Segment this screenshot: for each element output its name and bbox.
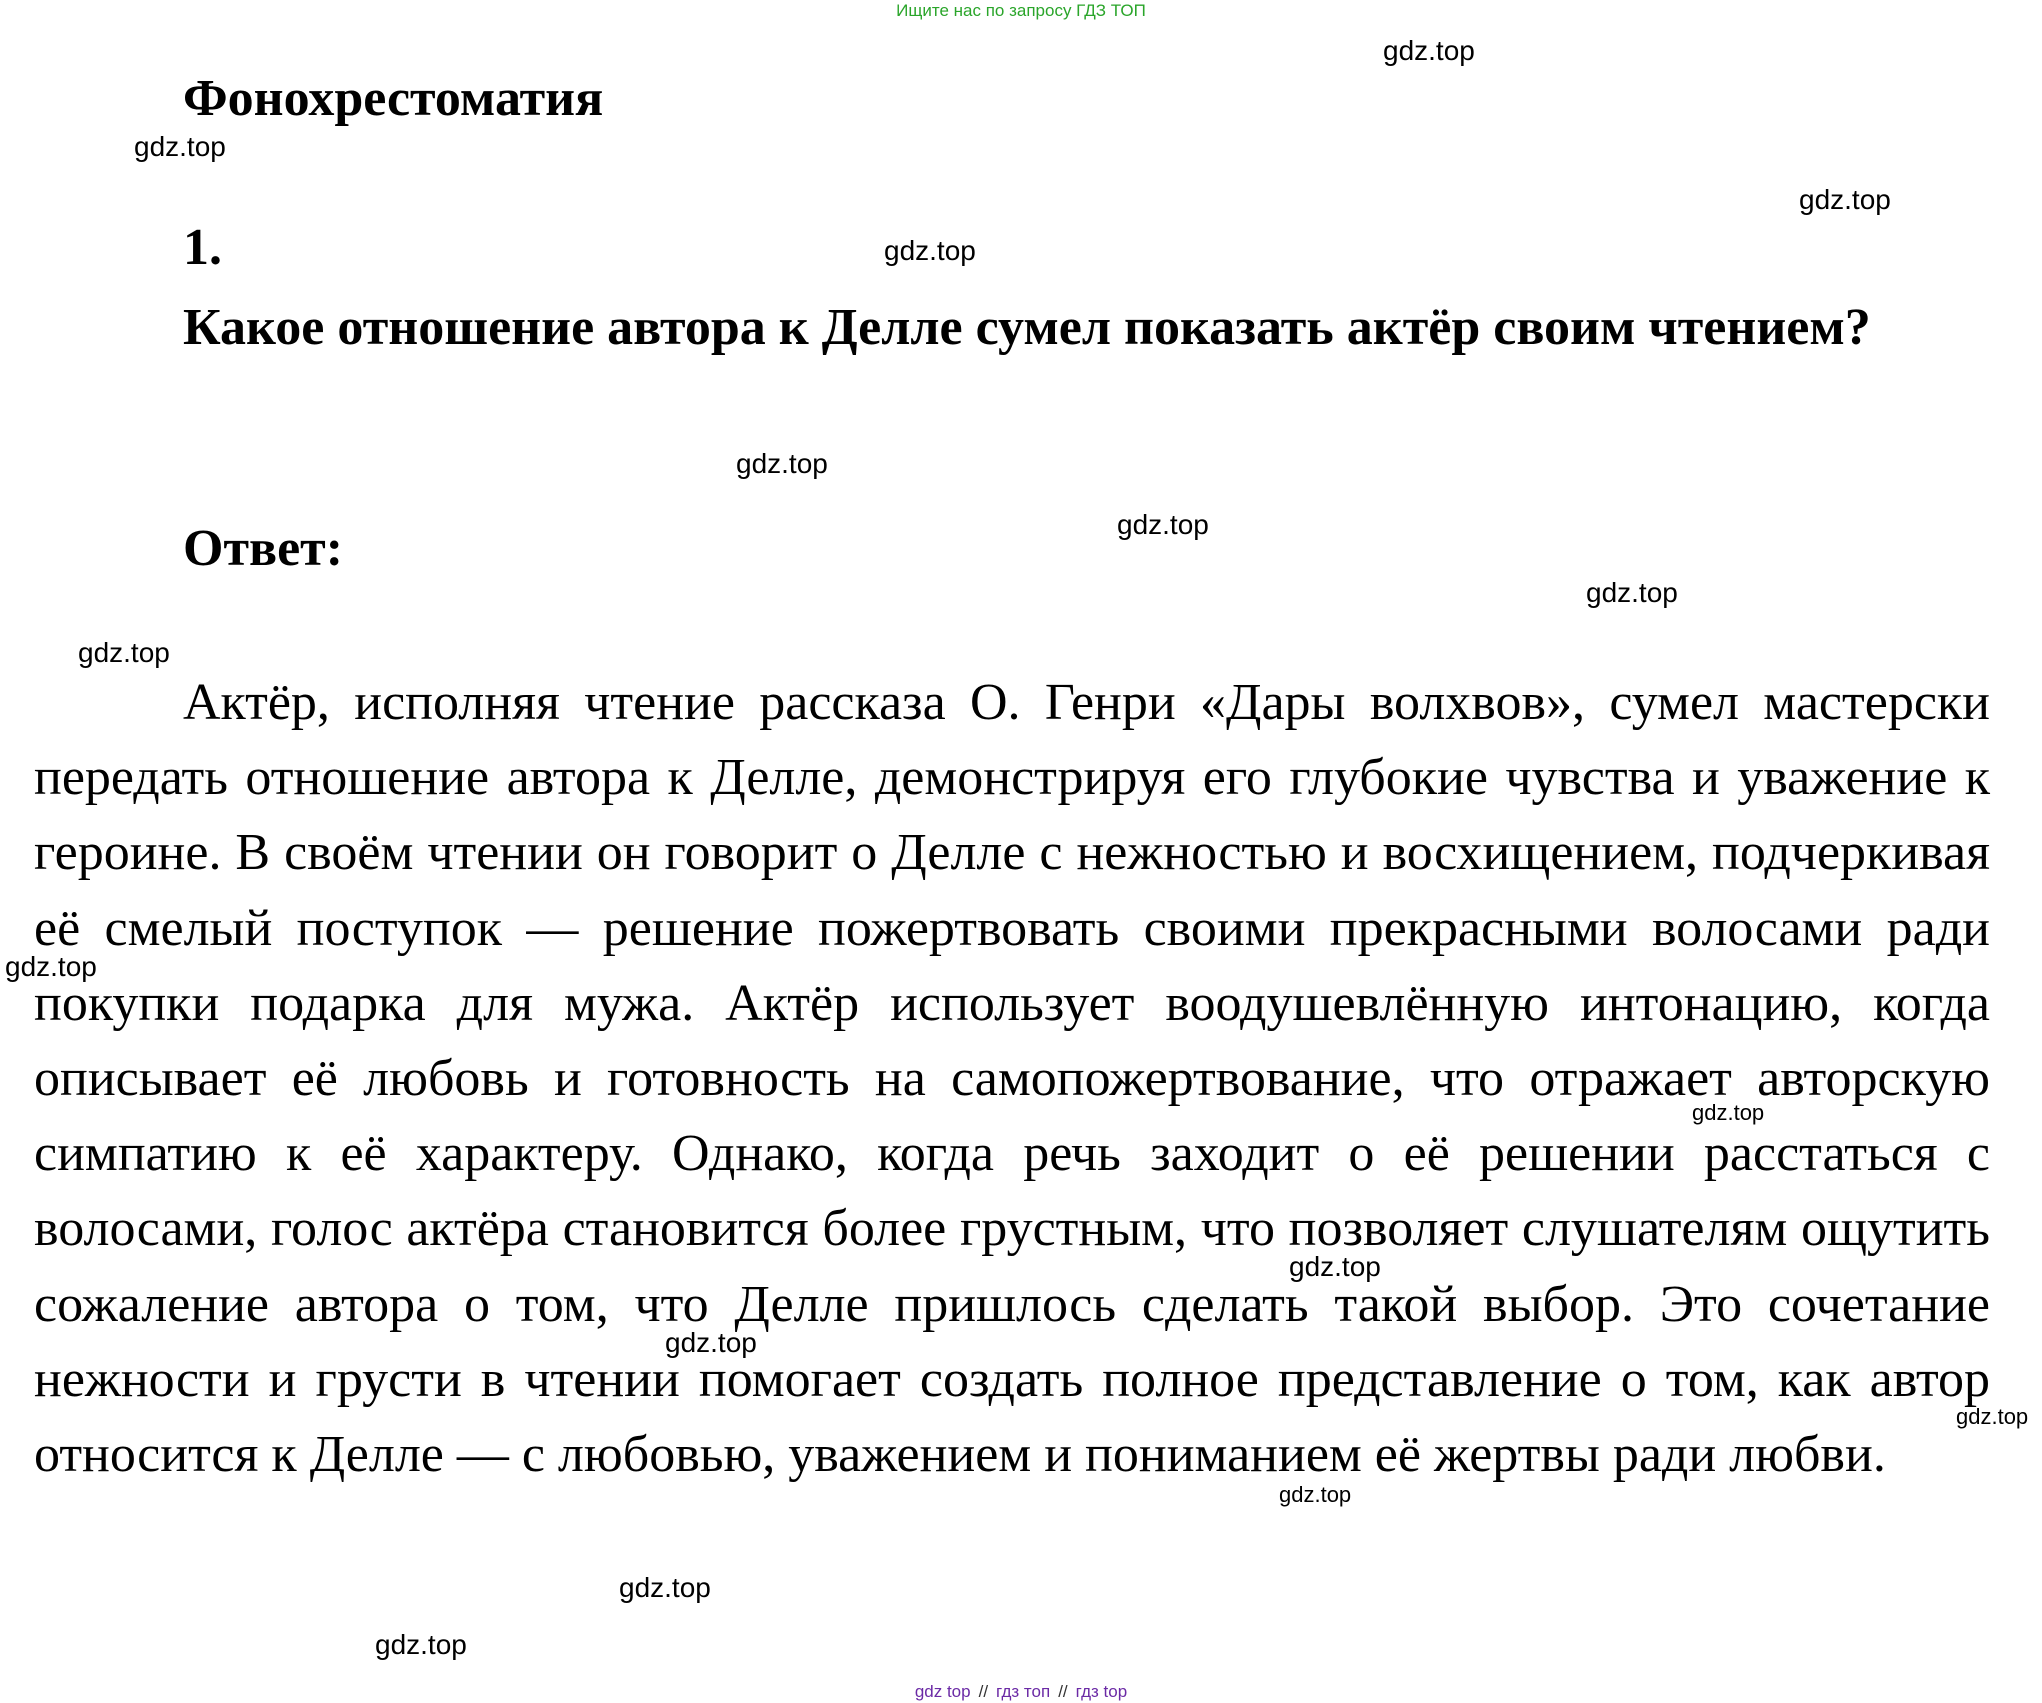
watermark: gdz.top [78,637,170,668]
watermark: gdz.top [1692,1100,1765,1125]
top-search-banner [0,0,2042,22]
footer-link-gdz-top-ru[interactable]: гдз топ [996,1682,1051,1701]
banner-text: Ищите нас по запросу ГДЗ ТОП [896,1,1146,20]
watermark: gdz.top [1117,509,1209,540]
answer-label: Ответ: [183,520,344,577]
answer-paragraph: Актёр, исполняя чтение рассказа О. Генри «Дары волхвов», сумел мастерски передать отношение автора к Делле, демонстрируя его глубокие чувства и уважение к героине. В своём чтении он говорит о Делле с нежностью и восхищением, подчеркивая её смелый поступок — решение пожертвовать своими прекрасными волосами ради покупки подарка для мужа. Актёр использует воодушевлённую интонацию, когда описывает её любовь и готовность на самопожертвование, что отражает авторскую симпатию к её характеру. Однако, когда речь заходит о её решении расстаться с волосами, голос актёра становится более грустным, что позволяет слушателям ощутить сожаление автора о том, что Делле пришлось сделать такой выбор. Это сочетание нежности и грусти в чтении помогает создать полное представление о том, как автор относится к Делле — с любовью, уважением и пониманием её жертвы ради любви. [34,674,1990,1484]
question-text: Какое отношение автора к Делле сумел показать актёр своим чтением? [183,299,1871,356]
watermark: gdz.top [5,951,97,982]
watermark: gdz.top [1586,577,1678,608]
section-title: Фонохрестоматия [183,70,604,127]
watermark: gdz.top [1289,1251,1381,1282]
watermark: gdz.top [375,1629,467,1660]
footer-link-gdz-top[interactable]: gdz top [914,1682,971,1701]
watermark: gdz.top [1383,35,1475,66]
watermark: gdz.top [134,131,226,162]
watermark: gdz.top [1799,184,1891,215]
footer-links [0,1681,2042,1703]
footer-separator: // [978,1682,989,1701]
watermark: gdz.top [1956,1404,2029,1429]
watermark: gdz.top [736,448,828,479]
watermark: gdz.top [1279,1482,1352,1507]
watermark: gdz.top [884,235,976,266]
task-number: 1. [183,219,222,276]
footer-separator: // [1058,1682,1068,1701]
watermark: gdz.top [665,1327,757,1358]
watermark: gdz.top [619,1572,711,1603]
footer-link-gdz-top-mixed[interactable]: гдз top [1075,1682,1128,1701]
